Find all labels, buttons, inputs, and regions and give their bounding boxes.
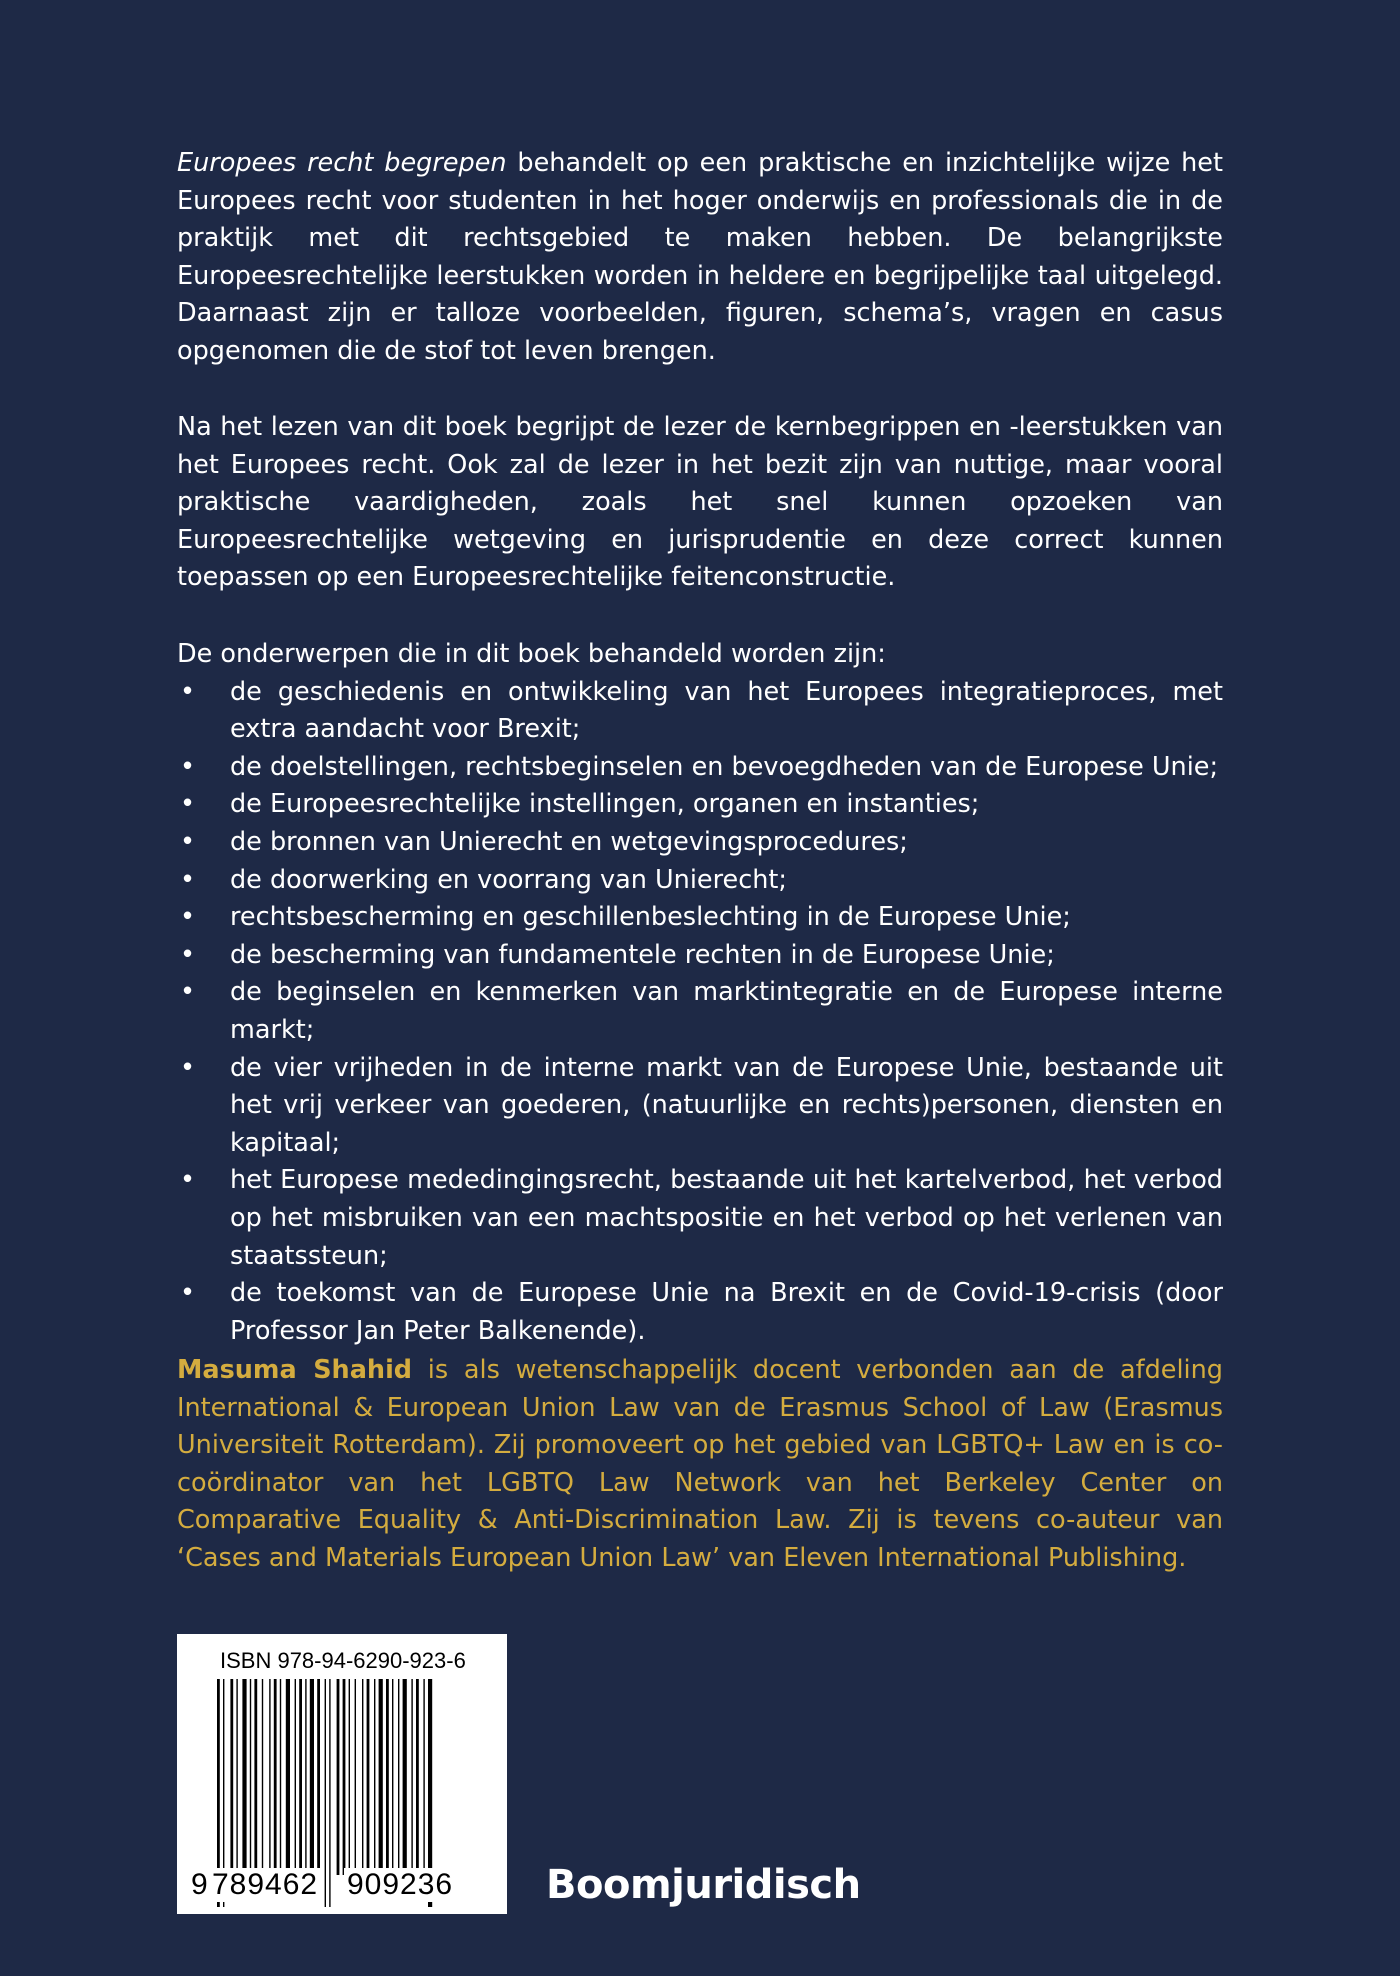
barcode-bar [349,1679,350,1875]
bullet-icon: • [180,977,196,1008]
barcode-bar [230,1679,233,1875]
barcode-bar [295,1679,296,1875]
list-item: • de Europeesrechtelijke instellingen, organen en instanties; [177,786,1223,824]
bullet-icon: • [180,1278,196,1309]
barcode-bar [362,1679,363,1875]
barcode-digit-first: 9 [191,1868,209,1901]
barcode-digits-group-1: 789462 [209,1868,321,1902]
paragraph-1-text: behandelt op een praktische en inzichtelijke wijze het Europees recht voor studenten in het hoger onderwijs en professionals die in de praktijk met dit rechtsgebied te maken hebben. De belangrijkste Europeesrechtelijke leerstukken worden in heldere en begrijpelijke taal uitgelegd. Daarnaast zijn er talloze voorbeelden, figuren, schema’s, vragen en casus opgenomen die de stof tot leven brengen. [177,148,1223,366]
list-item: • de geschiedenis en ontwikkeling van het Europees integratieproces, met extra aandacht voor Brexit; [177,674,1223,749]
barcode-bar [286,1679,290,1875]
list-item: • de doelstellingen, rechtsbeginselen en bevoegdheden van de Europese Unie; [177,749,1223,787]
barcode-digits-group-2: 909236 [344,1868,456,1902]
book-title-inline: Europees recht begrepen [177,148,507,178]
barcode-bar [242,1679,246,1875]
barcode-bar [329,1679,330,1907]
barcode-bar [343,1679,346,1875]
bullet-icon: • [180,826,196,857]
barcode-bar [280,1679,281,1875]
list-item: • rechtsbescherming en geschillenbeslechting in de Europese Unie; [177,899,1223,937]
barcode-bar [262,1679,263,1875]
bullet-icon: • [180,902,196,933]
barcode-bar [274,1679,277,1875]
barcode-bar [269,1679,270,1875]
list-item: • de vier vrijheden in de interne markt van de Europese Unie, bestaande uit het vrij verkeer van goederen, (natuurlijke en rechts)personen, diensten en kapitaal; [177,1050,1223,1163]
barcode-bar [299,1679,302,1875]
list-item: • de toekomst van de Europese Unie na Brexit en de Covid-19-crisis (door Professor Jan Peter Balkenende). [177,1275,1223,1350]
paragraph-2-text: Na het lezen van dit boek begrijpt de lezer de kernbegrippen en -leerstukken van het Europees recht. Ook zal de lezer in het bezit zijn van nuttige, maar vooral praktische vaardigheden, zoals het snel kunnen opzoeken van Europeesrechtelijke wetgeving en jurisprudentie en deze correct kunnen toepassen op een Europeesrechtelijke feitenconstructie. [177,412,1223,593]
author-bio [177,1352,1223,1578]
bullet-icon: • [180,751,196,782]
barcode-bar [403,1679,407,1875]
list-item: • het Europese mededingingsrecht, bestaande uit het kartelverbod, het verbod op het misbruiken van een machtspositie en het verbod op het verlenen van staatssteun; [177,1162,1223,1275]
barcode-bar [374,1679,375,1875]
barcode-bar [305,1679,306,1875]
publisher-logo: Boomjuridisch [546,1862,861,1908]
barcode-bar [386,1679,389,1875]
barcode-bar [250,1679,251,1875]
barcode-bar [355,1679,356,1875]
bullet-icon: • [180,1165,196,1196]
barcode-bar [411,1679,412,1875]
list-item: • de beginselen en kenmerken van marktintegratie en de Europese interne markt; [177,974,1223,1049]
bullet-icon: • [180,1052,196,1083]
description-paragraph-1 [177,145,1223,371]
isbn-label: ISBN 978-94-6290-923-6 [220,1648,466,1673]
list-item: • de doorwerking en voorrang van Unierecht; [177,862,1223,900]
barcode-bar [236,1679,237,1875]
topics-section [177,636,1223,1350]
topics-list [177,674,1223,1351]
barcode-bar [310,1679,314,1875]
bullet-icon: • [180,864,196,895]
bullet-icon: • [180,676,196,707]
barcode-bar [254,1679,257,1875]
barcode-bar [337,1679,340,1875]
author-bio-text: is als wetenschappelijk docent verbonden aan de afdeling International & European Union Law van de Erasmus School of Law (Erasmus Universiteit Rotterdam). Zij promoveert op het gebied van LGBTQ+ Law en is co-coördinator van het LGBTQ Law Network van het Berkeley Center on Comparative Equality & Anti-Discrimination Law. Zij is tevens co-auteur van ‘Cases and Materials European Union Law’ van Eleven International Publishing. [177,1355,1223,1573]
barcode-bar [325,1679,326,1907]
author-name: Masuma Shahid [177,1355,413,1385]
barcode-bar [392,1679,393,1875]
bullet-icon: • [180,939,196,970]
description-paragraph-2 [177,409,1223,597]
list-item: • de bronnen van Unierecht en wetgevingsprocedures; [177,824,1223,862]
barcode-bar [398,1679,399,1875]
barcode-bar [416,1679,419,1875]
bullet-icon: • [180,789,196,820]
list-item: • de bescherming van fundamentele rechten in de Europese Unie; [177,937,1223,975]
barcode-bar [367,1679,370,1875]
topics-intro: De onderwerpen die in dit boek behandeld worden zijn: [177,639,886,669]
isbn-barcode-box [177,1634,507,1914]
barcode-bar [379,1679,383,1875]
barcode-bar [317,1679,320,1875]
barcode-bar [423,1679,424,1875]
